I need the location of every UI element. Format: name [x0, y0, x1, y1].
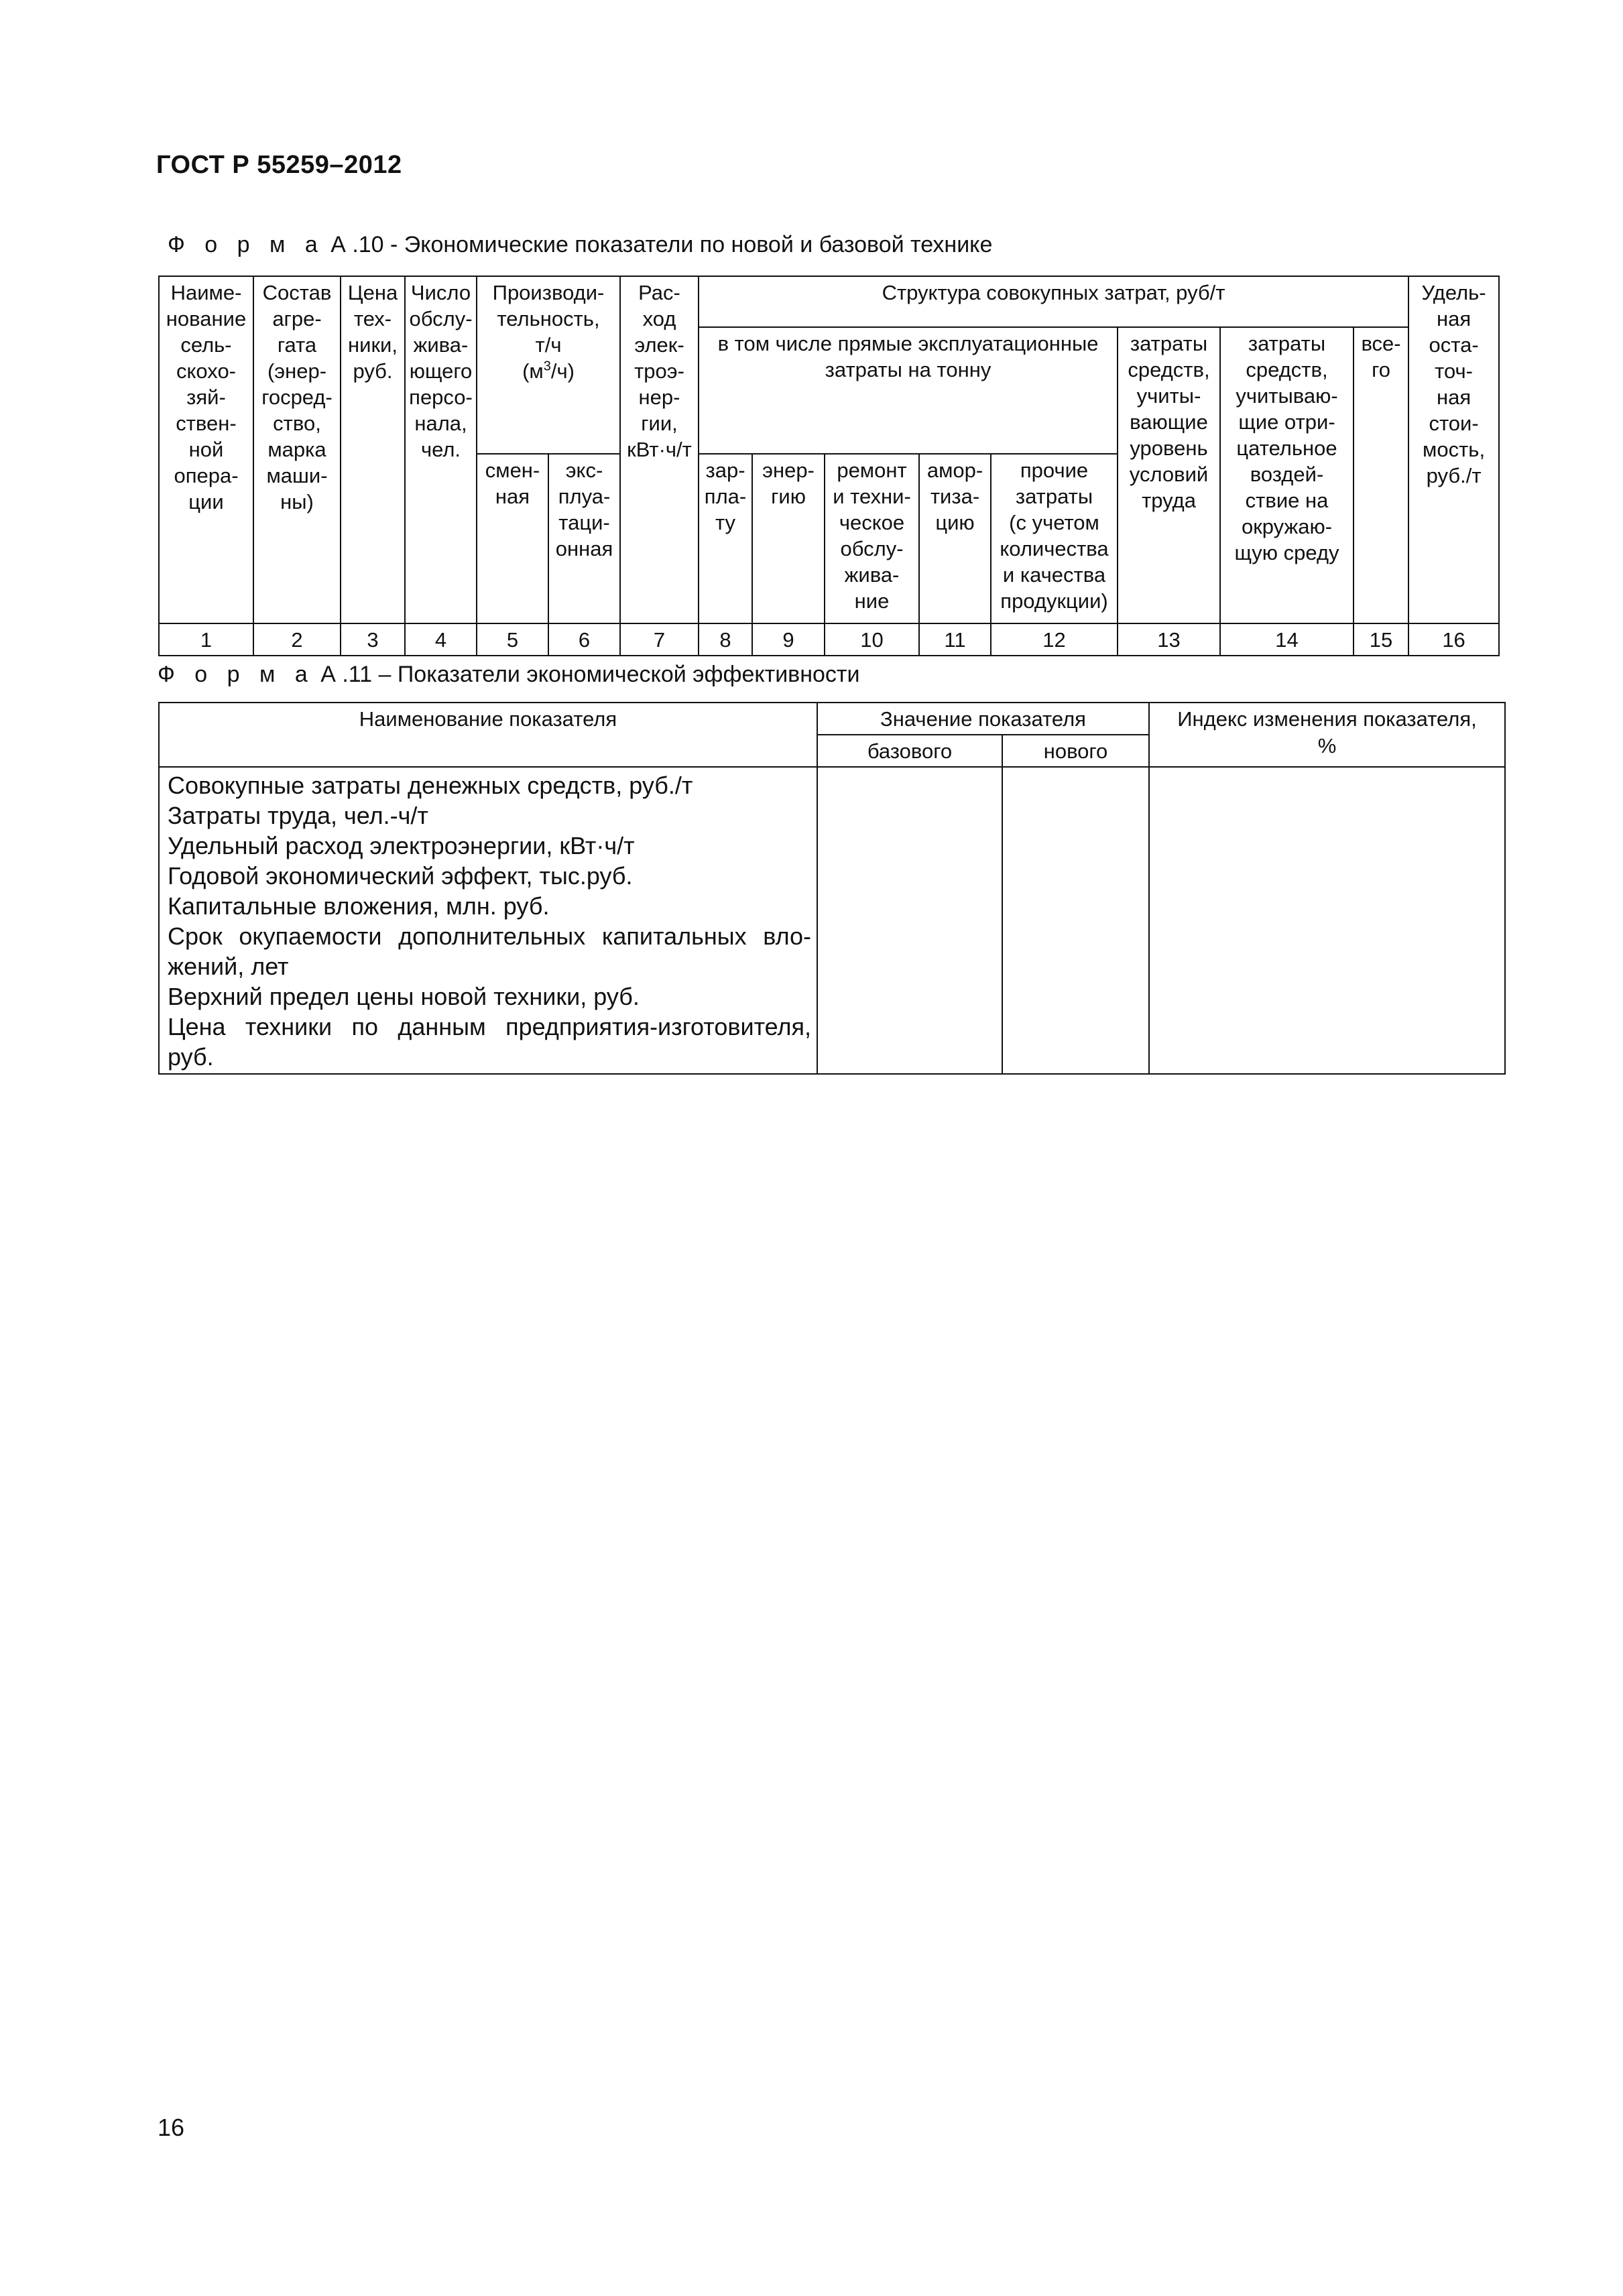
col-other-costs-header: прочие затраты (с учетом количества и качества продукции)	[991, 454, 1118, 623]
change-index-header: Индекс изменения показателя, %	[1149, 703, 1505, 767]
indicator-item: Затраты труда, чел.-ч/т	[168, 802, 428, 829]
form-word: Ф о р м а	[158, 662, 314, 687]
indicator-list	[159, 767, 817, 1074]
indicator-item: Капитальные вложения, млн. руб.	[168, 892, 550, 920]
base-value-cell	[817, 767, 1002, 1074]
indicator-item: Совокупные затраты денежных средств, руб./т	[168, 772, 693, 799]
col-wages-header: зар- пла- ту	[699, 454, 752, 623]
form-a10-title: А .10 - Экономические показатели по новой и базовой технике	[330, 232, 993, 257]
col-staff-header: Число обслу- жива- ющего персо- нала, чел.	[405, 276, 477, 623]
column-number: 14	[1220, 623, 1354, 656]
indicator-name-header: Наименование показателя	[159, 703, 817, 767]
form-a11-table	[158, 702, 1506, 1075]
col-productivity-header: Производи- тельность, т/ч $(м^3/ч)$	[477, 276, 620, 454]
form-a10-table	[158, 276, 1500, 656]
column-number: 6	[548, 623, 620, 656]
column-number: 7	[620, 623, 699, 656]
col-repair-header: ремонт и техни- ческое обслу- жива- ние	[825, 454, 919, 623]
column-number: 15	[1354, 623, 1408, 656]
col-residual-value-header: Удель- ная оста- точ- ная стои- мость, руб./т	[1408, 276, 1499, 623]
col-price-header: Цена тех- ники, руб.	[341, 276, 405, 623]
column-number: 2	[253, 623, 341, 656]
col-depreciation-header: амор- тиза- цию	[919, 454, 991, 623]
column-number: 9	[752, 623, 825, 656]
column-number: 16	[1408, 623, 1499, 656]
col-operational-header: экс- плуа- таци- онная	[548, 454, 620, 623]
column-number: 1	[159, 623, 253, 656]
change-index-cell	[1149, 767, 1505, 1074]
indicator-item: Удельный расход электроэнергии, кВт·ч/т	[168, 832, 635, 859]
form-a10-caption	[168, 232, 992, 258]
col-unit-composition-header: Состав агре- гата (энер- госред- ство, марка маши- ны)	[253, 276, 341, 623]
new-value-header: нового	[1002, 735, 1149, 767]
col-operation-header: Наиме- нование сель- скохо- зяй- ствен- ной опера- ции	[159, 276, 253, 623]
cost-structure-header: Структура совокупных затрат, руб/т	[699, 276, 1408, 327]
document-code: ГОСТ Р 55259–2012	[156, 151, 402, 179]
indicator-item: Цена техники по данным предприятия-изготовителя, руб.	[168, 1013, 811, 1071]
direct-costs-header: в том числе прямые эксплуатационные затраты на тонну	[699, 327, 1118, 454]
indicator-item: Срок окупаемости дополнительных капитальных вло-жений, лет	[168, 922, 811, 980]
col-shift-header: смен- ная	[477, 454, 548, 623]
indicator-value-header: Значение показателя	[817, 703, 1149, 735]
form-a11-caption	[158, 662, 860, 688]
column-number: 8	[699, 623, 752, 656]
column-number: 13	[1118, 623, 1220, 656]
column-number: 4	[405, 623, 477, 656]
form-word: Ф о р м а	[168, 232, 324, 257]
column-number: 11	[919, 623, 991, 656]
column-number: 10	[825, 623, 919, 656]
new-value-cell	[1002, 767, 1149, 1074]
col-total-header: все- го	[1354, 327, 1408, 623]
col-energy-header: энер- гию	[752, 454, 825, 623]
column-number: 3	[341, 623, 405, 656]
base-value-header: базового	[817, 735, 1002, 767]
indicator-item: Годовой экономический эффект, тыс.руб.	[168, 862, 633, 890]
column-number: 12	[991, 623, 1118, 656]
col-environment-header: затраты средств, учитываю- щие отри- цательное воздей- ствие на окружаю- щую среду	[1220, 327, 1354, 623]
column-number: 5	[477, 623, 548, 656]
col-energy-consumption-header: Рас- ход элек- троэ- нер- гии, кВт·ч/т	[620, 276, 699, 623]
form-a11-title: А .11 – Показатели экономической эффективности	[320, 662, 860, 687]
col-labor-conditions-header: затраты средств, учиты- вающие уровень условий труда	[1118, 327, 1220, 623]
page-number: 16	[158, 2114, 185, 2141]
indicator-item: Верхний предел цены новой техники, руб.	[168, 983, 640, 1010]
